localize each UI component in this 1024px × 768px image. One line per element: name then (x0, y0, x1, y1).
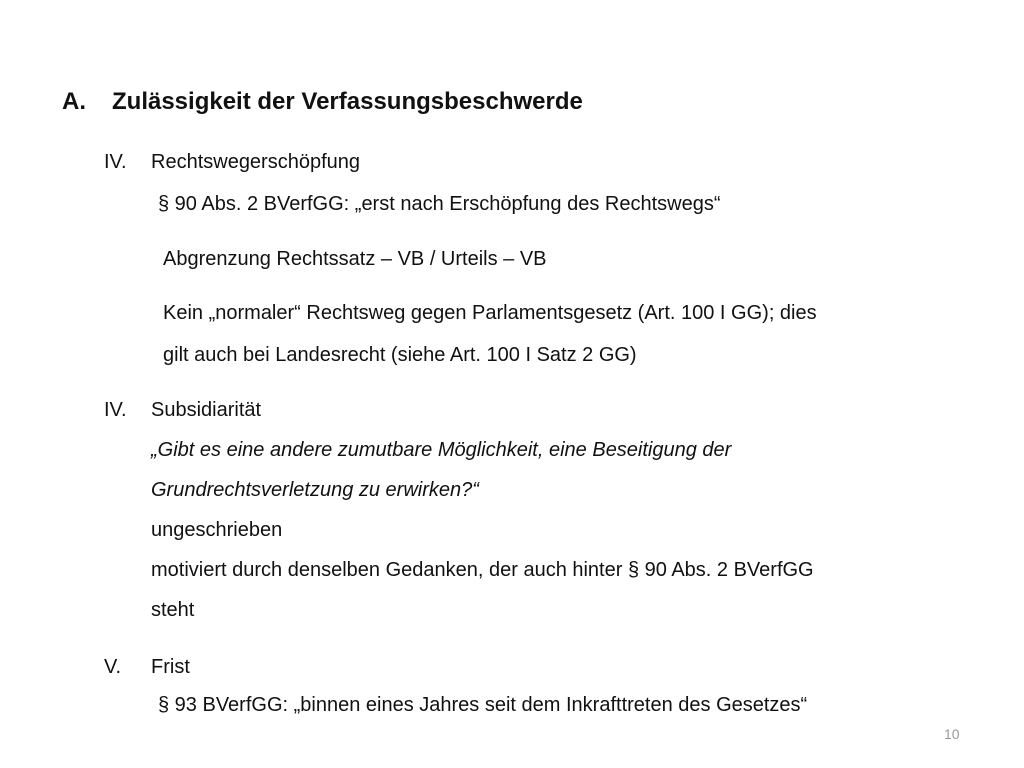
rechtsweg-line-4: gilt auch bei Landesrecht (siehe Art. 100 I Satz 2 GG) (163, 344, 637, 366)
slide-title: Zulässigkeit der Verfassungsbeschwerde (112, 88, 583, 115)
page-number: 10 (944, 726, 960, 742)
section-marker-rechtsweg: IV. (104, 151, 127, 173)
subsidiaritaet-line-4: motiviert durch denselben Gedanken, der auch hinter § 90 Abs. 2 BVerfGG (151, 559, 814, 581)
subsidiaritaet-quote-line-1: „Gibt es eine andere zumutbare Möglichkeit, eine Beseitigung der (151, 439, 732, 461)
rechtsweg-line-1: § 90 Abs. 2 BVerfGG: „erst nach Erschöpfung des Rechtswegs“ (158, 193, 721, 215)
section-marker-subsidiaritaet: IV. (104, 399, 127, 421)
subsidiaritaet-line-5: steht (151, 599, 195, 621)
section-title-frist: Frist (151, 656, 190, 678)
rechtsweg-line-3: Kein „normaler“ Rechtsweg gegen Parlamentsgesetz (Art. 100 I GG); dies (163, 302, 817, 324)
frist-line-1: § 93 BVerfGG: „binnen eines Jahres seit dem Inkrafttreten des Gesetzes“ (158, 694, 808, 716)
subsidiaritaet-line-3: ungeschrieben (151, 519, 283, 541)
subsidiaritaet-quote-line-2: Grundrechtsverletzung zu erwirken?“ (151, 479, 479, 501)
section-title-rechtsweg: Rechtswegerschöpfung (151, 151, 361, 173)
section-title-subsidiaritaet: Subsidiarität (151, 399, 262, 421)
section-marker-frist: V. (104, 656, 122, 678)
rechtsweg-line-2: Abgrenzung Rechtssatz – VB / Urteils – VB (163, 248, 547, 270)
heading-marker: A. (62, 88, 86, 115)
